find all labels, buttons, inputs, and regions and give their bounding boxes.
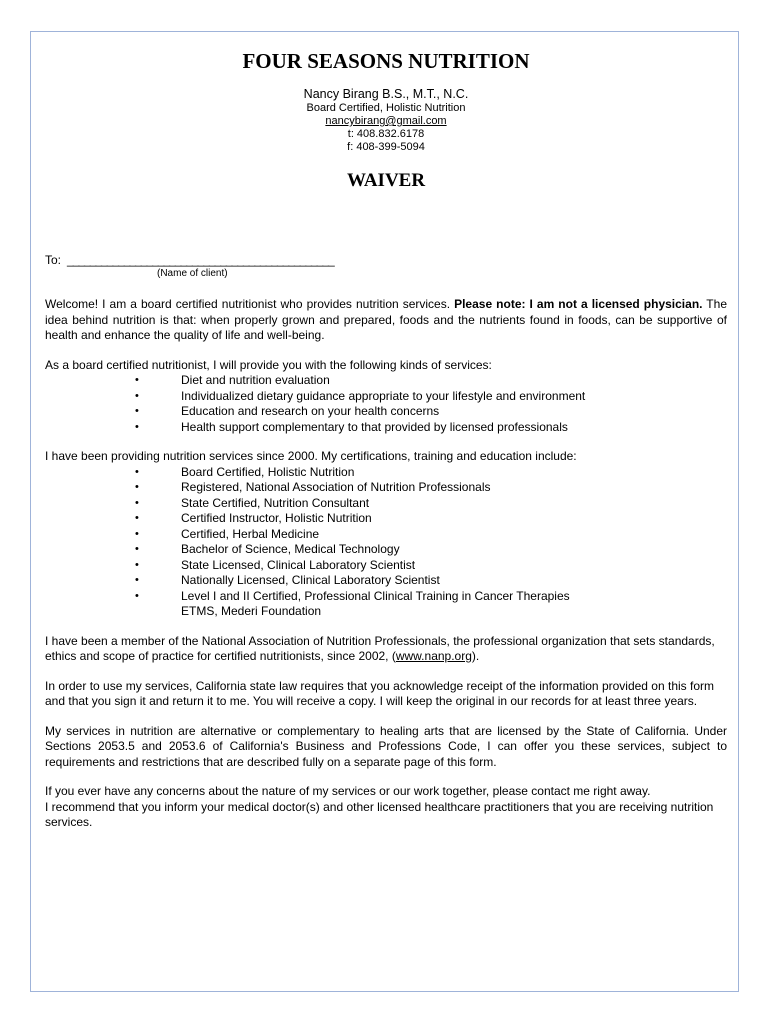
services-intro: As a board certified nutritionist, I will provide you with the following kinds of services: <box>45 357 492 372</box>
bullet-icon: • <box>135 512 139 524</box>
bullet-icon: • <box>135 589 139 602</box>
nanp-link[interactable]: www.nanp.org <box>395 649 472 663</box>
business-title: FOUR SEASONS NUTRITION <box>242 49 530 73</box>
document-title: WAIVER <box>346 170 426 191</box>
list-item-text: Individualized dietary guidance appropriate to your lifestyle and environment <box>181 388 586 403</box>
list-item <box>45 465 727 481</box>
bullet-icon: • <box>135 496 139 509</box>
email-link[interactable]: nancybirang@gmail.com <box>325 115 447 127</box>
list-item <box>45 404 727 420</box>
list-item-text: State Certified, Nutrition Consultant <box>181 495 370 510</box>
list-item-text: State Licensed, Clinical Laboratory Scientist <box>181 557 416 572</box>
bullet-icon: • <box>135 465 139 478</box>
to-line <box>45 253 727 267</box>
list-item <box>45 496 727 512</box>
bullet-icon: • <box>135 543 139 555</box>
membership-text: I have been a member of the National Association of Nutrition Professionals, the professional organization that sets standards, ethics and scope of practice for certified nutritionists, since 2002, ( <box>45 633 715 663</box>
concerns-text: If you ever have any concerns about the nature of my services or our work together, please contact me right away. <box>45 784 651 798</box>
bullet-icon: • <box>135 420 139 433</box>
list-item-text: Certified Instructor, Holistic Nutrition <box>181 511 372 525</box>
client-name-caption: (Name of client) <box>157 268 228 279</box>
welcome-text: Welcome! I am a board certified nutritionist who provides nutrition services. <box>45 297 455 311</box>
bullet-icon: • <box>135 405 139 417</box>
document-content <box>45 48 727 831</box>
bullet-icon: • <box>135 527 139 540</box>
list-item-text: Registered, National Association of Nutrition Professionals <box>181 480 491 494</box>
client-name-blank[interactable]: _______________________________________________ <box>67 253 334 267</box>
phone-number: t: 408.832.6178 <box>347 128 425 140</box>
practitioner-credential: Board Certified, Holistic Nutrition <box>306 102 466 114</box>
list-item-text: Health support complementary to that provided by licensed professionals <box>181 419 568 434</box>
list-item <box>45 558 727 574</box>
list-item-text: Nationally Licensed, Clinical Laboratory Scientist <box>181 573 440 587</box>
list-item <box>45 527 727 543</box>
list-item-text: Certified, Herbal Medicine <box>181 526 320 541</box>
welcome-paragraph <box>45 297 727 344</box>
list-item-text: Board Certified, Holistic Nutrition <box>181 464 355 479</box>
bullet-icon: • <box>135 389 139 402</box>
list-item-text: Diet and nutrition evaluation <box>181 373 330 387</box>
list-item <box>45 373 727 389</box>
list-item-text: Education and research on your health concerns <box>181 404 440 418</box>
list-item-text: Bachelor of Science, Medical Technology <box>181 542 400 556</box>
certifications-list <box>45 465 727 620</box>
membership-paragraph <box>45 634 727 665</box>
to-label: To: <box>45 253 62 267</box>
welcome-rest: The idea behind nutrition is that: when properly grown and prepared, foods and the nutrients found in foods, can be supportive of health and enhance the quality of life and well-being. <box>45 297 727 342</box>
list-item <box>45 573 727 589</box>
alternative-services-paragraph: My services in nutrition are alternative or complementary to healing arts that are licensed by the State of California. Under Sections 2053.5 and 2053.6 of California's Business and Professions Code, I can offer you these services, subject to requirements and restrictions that are described fully on a separate page of this form. <box>45 723 727 769</box>
bullet-icon: • <box>135 574 139 586</box>
list-item-text: Level I and II Certified, Professional Clinical Training in Cancer Therapies <box>181 588 570 603</box>
bullet-icon: • <box>135 374 139 386</box>
list-item <box>45 542 727 558</box>
list-item <box>45 389 727 405</box>
services-list <box>45 373 727 435</box>
recommendation-text: I recommend that you inform your medical doctor(s) and other licensed healthcare practitioners that you are receiving nutrition services. <box>45 799 714 829</box>
contact-block <box>45 86 727 154</box>
list-item <box>45 480 727 496</box>
concerns-paragraph <box>45 784 727 831</box>
certifications-intro: I have been providing nutrition services since 2000. My certifications, training and education include: <box>45 449 577 463</box>
fax-number: f: 408-399-5094 <box>347 141 425 153</box>
list-item <box>45 589 727 620</box>
list-item-continuation: ETMS, Mederi Foundation <box>181 604 322 618</box>
state-law-paragraph: In order to use my services, California state law requires that you acknowledge receipt of the information provided on this form and that you sign it and return it to me. You will receive a copy. I will keep the original in our records for at least three years. <box>45 678 714 708</box>
practitioner-name: Nancy Birang B.S., M.T., N.C. <box>303 87 469 101</box>
bullet-icon: • <box>135 481 139 493</box>
list-item <box>45 420 727 436</box>
physician-notice: Please note: I am not a licensed physician. <box>454 297 703 311</box>
membership-end: ). <box>471 649 480 663</box>
list-item <box>45 511 727 527</box>
bullet-icon: • <box>135 558 139 571</box>
